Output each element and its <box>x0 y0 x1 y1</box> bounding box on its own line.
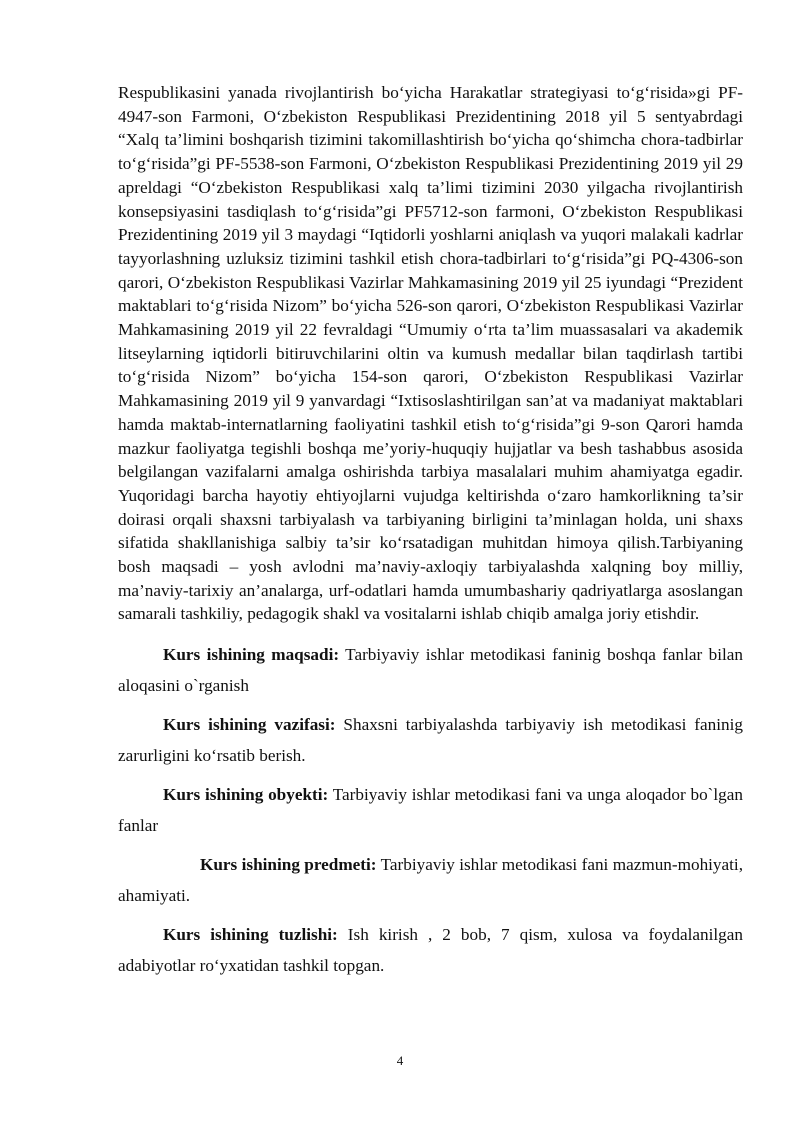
course-object-paragraph <box>118 779 743 841</box>
course-subject-paragraph <box>118 849 743 911</box>
course-subject-text: Tarbiyaviy ishlar metodikasi fani mazmun-mohiyati, ahamiyati. <box>118 855 744 906</box>
course-goal-paragraph <box>118 639 743 701</box>
course-goal-text: Tarbiyaviy ishlar metodikasi faninig boshqa fanlar bilan aloqasini o`rganish <box>118 645 743 696</box>
course-subject-label: Kurs ishining predmeti: <box>200 855 377 875</box>
course-task-text: Shaxsni tarbiyalashda tarbiyaviy ish metodikasi faninig zarurligini ko‘rsatib berish. <box>118 715 743 766</box>
page-number: 4 <box>396 1053 404 1068</box>
main-paragraph: Respublikasini yanada rivojlantirish bo‘yicha Harakatlar strategiyasi to‘g‘risida»gi PF-4947-son Farmoni, O‘zbekiston Respublikasi Prezidentining 2018 yil 5 sentyabrdagi “Xalq ta’limini boshqarish tizimini takomillashtirish bo‘yicha qo‘shimcha chora-tadbirlar to‘g‘risida”gi PF-5538-son Farmoni, O‘zbekiston Respublikasi Prezidentining 2019 yil 29 apreldagi “O‘zbekiston Respublikasi xalq ta’limi tizimini 2030 yilgacha rivojlantirish konsepsiyasini tasdiqlash to‘g‘risida”gi PF5712-son farmoni, O‘zbekiston Respublikasi Prezidentining 2019 yil 3 maydagi “Iqtidorli yoshlarni aniqlash va yuqori malakali kadrlar tayyorlashning uzluksiz tizimini tashkil etish chora-tadbirlari to‘g‘risida”gi PQ-4306-son qarori, O‘zbekiston Respublikasi Vazirlar Mahkamasining 2019 yil 25 iyundagi “Prezident maktablari to‘g‘risida Nizom” bo‘yicha 526-son qarori, O‘zbekiston Respublikasi Vazirlar Mahkamasining 2019 yil 22 fevraldagi “Umumiy o‘rta ta’lim muassasalari va akademik litseylarning iqtidorli bitiruvchilarini oltin va kumush medallar bilan taqdirlash tartibi to‘g‘risida Nizom” bo‘yicha 154-son qarori, O‘zbekiston Respublikasi Vazirlar Mahkamasining 2019 yil 9 yanvardagi “Ixtisoslashtirilgan san’at va madaniyat maktablari hamda maktab-internatlarning faoliyatini tashkil etish to‘g‘risida”gi 9-son Qarori hamda mazkur faoliyatga tegishli boshqa me’yoriy-huquqiy hujjatlar va besh tashabbus asosida belgilangan vazifalarni amalga oshirishda tarbiya masalalari muhim ahamiyatga egadir. Yuqoridagi barcha hayotiy ehtiyojlarni vujudga keltirishda o‘zaro hamkorlikning ta’sir doirasi orqali shaxsni tarbiyalash va tarbiyaning birligini ta’minlagan holda, uni shaxs sifatida shakllanishiga salbiy ta’sir ko‘rsatadigan muhitdan himoya qilish.Tarbiyaning bosh maqsadi – yosh avlodni ma’naviy-axloqiy tarbiyalashda xalqning boy milliy, ma’naviy-tarixiy an’analarga, urf-odatlari hamda umumbashariy qadriyatlarga asoslangan samarali tashkiliy, pedagogik shakl va vositalarni ishlab chiqib amalga joriy etishdir. <box>118 83 743 624</box>
course-structure-label: Kurs ishining tuzlishi: <box>163 925 338 945</box>
course-object-text: Tarbiyaviy ishlar metodikasi fani va unga aloqador bo`lgan fanlar <box>118 785 743 836</box>
course-goal-label: Kurs ishining maqsadi: <box>163 645 340 665</box>
course-task-label: Kurs ishining vazifasi: <box>163 715 336 735</box>
course-structure-paragraph <box>118 919 743 981</box>
course-structure-text: Ish kirish , 2 bob, 7 qism, xulosa va foydalanilgan adabiyotlar ro‘yxatidan tashkil topgan. <box>118 925 743 976</box>
course-task-paragraph <box>118 709 743 771</box>
course-object-label: Kurs ishining obyekti: <box>163 785 329 805</box>
document-page <box>118 81 743 981</box>
